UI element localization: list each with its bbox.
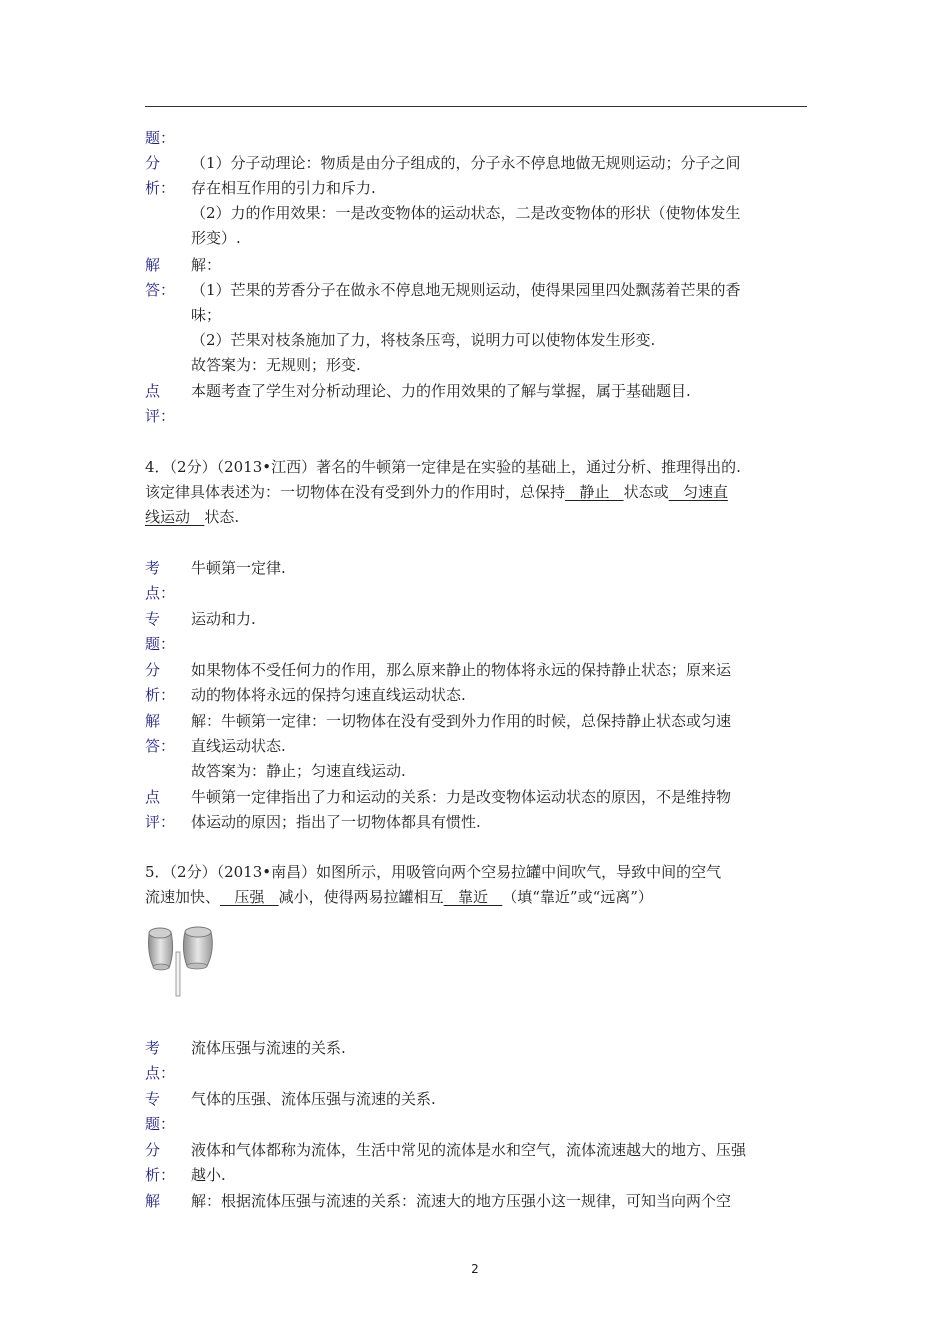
- q5-answer-label: 解: [145, 1192, 161, 1210]
- q4-answer-text: 直线运动状态.: [191, 737, 286, 755]
- q5-topic-label: 题：: [145, 1115, 176, 1133]
- comment-label: 评：: [145, 407, 176, 425]
- can-right-icon: [183, 927, 212, 969]
- q4-analysis-text: 如果物体不受任何力的作用，那么原来静止的物体将永远的保持静止状态；原来运: [191, 661, 732, 679]
- q5-analysis-text: 越小.: [191, 1166, 226, 1184]
- analysis-text: 形变）.: [191, 229, 241, 247]
- analysis-text: （1）分子动理论：物质是由分子组成的，分子永不停息地做无规则运动；分子之间: [191, 154, 741, 172]
- header-rule: [145, 106, 807, 107]
- comment-text: 本题考查了学生对分析动理论、力的作用效果的了解与掌握，属于基础题目.: [191, 382, 691, 400]
- q5-stem-text: （填“靠近”或“远离”）: [502, 888, 653, 906]
- q4-topic-label: 题：: [145, 635, 176, 653]
- q4-stem: [145, 482, 728, 502]
- q4-analysis-text: 动的物体将永远的保持匀速直线运动状态.: [191, 686, 466, 704]
- cans-and-straw-figure: [145, 922, 217, 1000]
- q5-analysis-text: 液体和气体都称为流体，生活中常见的流体是水和空气，流体流速越大的地方、压强: [191, 1141, 747, 1159]
- q4-topic-text: 运动和力.: [191, 610, 256, 628]
- answer-label: 答：: [145, 281, 176, 299]
- q4-comment-label: 点: [145, 788, 161, 806]
- analysis-label: 分: [145, 154, 161, 172]
- q4-stem-text: 状态.: [204, 508, 240, 526]
- q4-answer-label: 解: [145, 712, 161, 730]
- q5-topic-text: 气体的压强、流体压强与流速的关系.: [191, 1090, 436, 1108]
- q5-point-text: 流体压强与流速的关系.: [191, 1039, 346, 1057]
- q5-stem-text: 减小，使得两易拉罐相互: [278, 888, 444, 906]
- q4-point-label: 点：: [145, 584, 176, 602]
- q4-stem: [145, 507, 239, 527]
- q4-analysis-label: 析：: [145, 686, 176, 704]
- answer-text: （2）芒果对枝条施加了力，将枝条压弯，说明力可以使物体发生形变.: [191, 331, 656, 349]
- q4-answer-blank-1: 静止: [565, 483, 624, 501]
- q4-answer-blank-2: 匀速直: [668, 483, 728, 501]
- q4-point-text: 牛顿第一定律.: [191, 559, 286, 577]
- q4-point-label: 考: [145, 559, 161, 577]
- can-left-icon: [149, 928, 173, 970]
- answer-text: 解：: [191, 256, 222, 274]
- q5-answer-text: 解：根据流体压强与流速的关系：流速大的地方压强小这一规律，可知当向两个空: [191, 1192, 732, 1210]
- q4-stem-text: 状态或: [623, 483, 669, 501]
- q4-topic-label: 专: [145, 610, 161, 628]
- q5-point-label: 考: [145, 1039, 161, 1057]
- q5-analysis-label: 析：: [145, 1166, 176, 1184]
- answer-label: 解: [145, 256, 161, 274]
- q5-analysis-label: 分: [145, 1141, 161, 1159]
- q4-comment-label: 评：: [145, 813, 176, 831]
- q4-comment-text: 牛顿第一定律指出了力和运动的关系：力是改变物体运动状态的原因，不是维持物: [191, 788, 732, 806]
- straw-icon: [176, 952, 180, 996]
- q5-topic-label: 专: [145, 1090, 161, 1108]
- q5-point-label: 点：: [145, 1064, 176, 1082]
- answer-text: 味；: [191, 306, 222, 324]
- q4-analysis-label: 分: [145, 661, 161, 679]
- q4-comment-text: 体运动的原因；指出了一切物体都具有惯性.: [191, 813, 481, 831]
- answer-text: （1）芒果的芳香分子在做永不停息地无规则运动，使得果园里四处飘荡着芒果的香: [191, 281, 741, 299]
- q4-answer-label: 答：: [145, 737, 176, 755]
- topic-label-tail: 题：: [145, 129, 176, 147]
- q4-answer-text: 解：牛顿第一定律：一切物体在没有受到外力作用的时候，总保持静止状态或匀速: [191, 712, 732, 730]
- q4-answer-text: 故答案为：静止；匀速直线运动.: [191, 762, 406, 780]
- analysis-text: （2）力的作用效果：一是改变物体的运动状态，二是改变物体的形状（使物体发生: [191, 204, 741, 222]
- q5-stem: [145, 887, 653, 907]
- q4-stem-text: 该定律具体表述为：一切物体在没有受到外力的作用时，总保持: [145, 483, 566, 501]
- q5-answer-blank-2: 靠近: [443, 888, 503, 906]
- q4-answer-blank-2-cont: 线运动: [145, 508, 205, 526]
- comment-label: 点: [145, 382, 161, 400]
- q4-stem: 4．（2分）（2013•江西）著名的牛顿第一定律是在实验的基础上，通过分析、推理得出的.: [145, 458, 741, 476]
- q5-stem: 5．（2分）（2013•南昌）如图所示，用吸管向两个空易拉罐中间吹气，导致中间的空气: [145, 863, 722, 881]
- page-number: 2: [471, 1262, 479, 1276]
- analysis-text: 存在相互作用的引力和斥力.: [191, 179, 376, 197]
- q5-stem-text: 流速加快、: [145, 888, 221, 906]
- q5-answer-blank-1: 压强: [220, 888, 279, 906]
- answer-text: 故答案为：无规则；形变.: [191, 356, 361, 374]
- analysis-label: 析：: [145, 179, 176, 197]
